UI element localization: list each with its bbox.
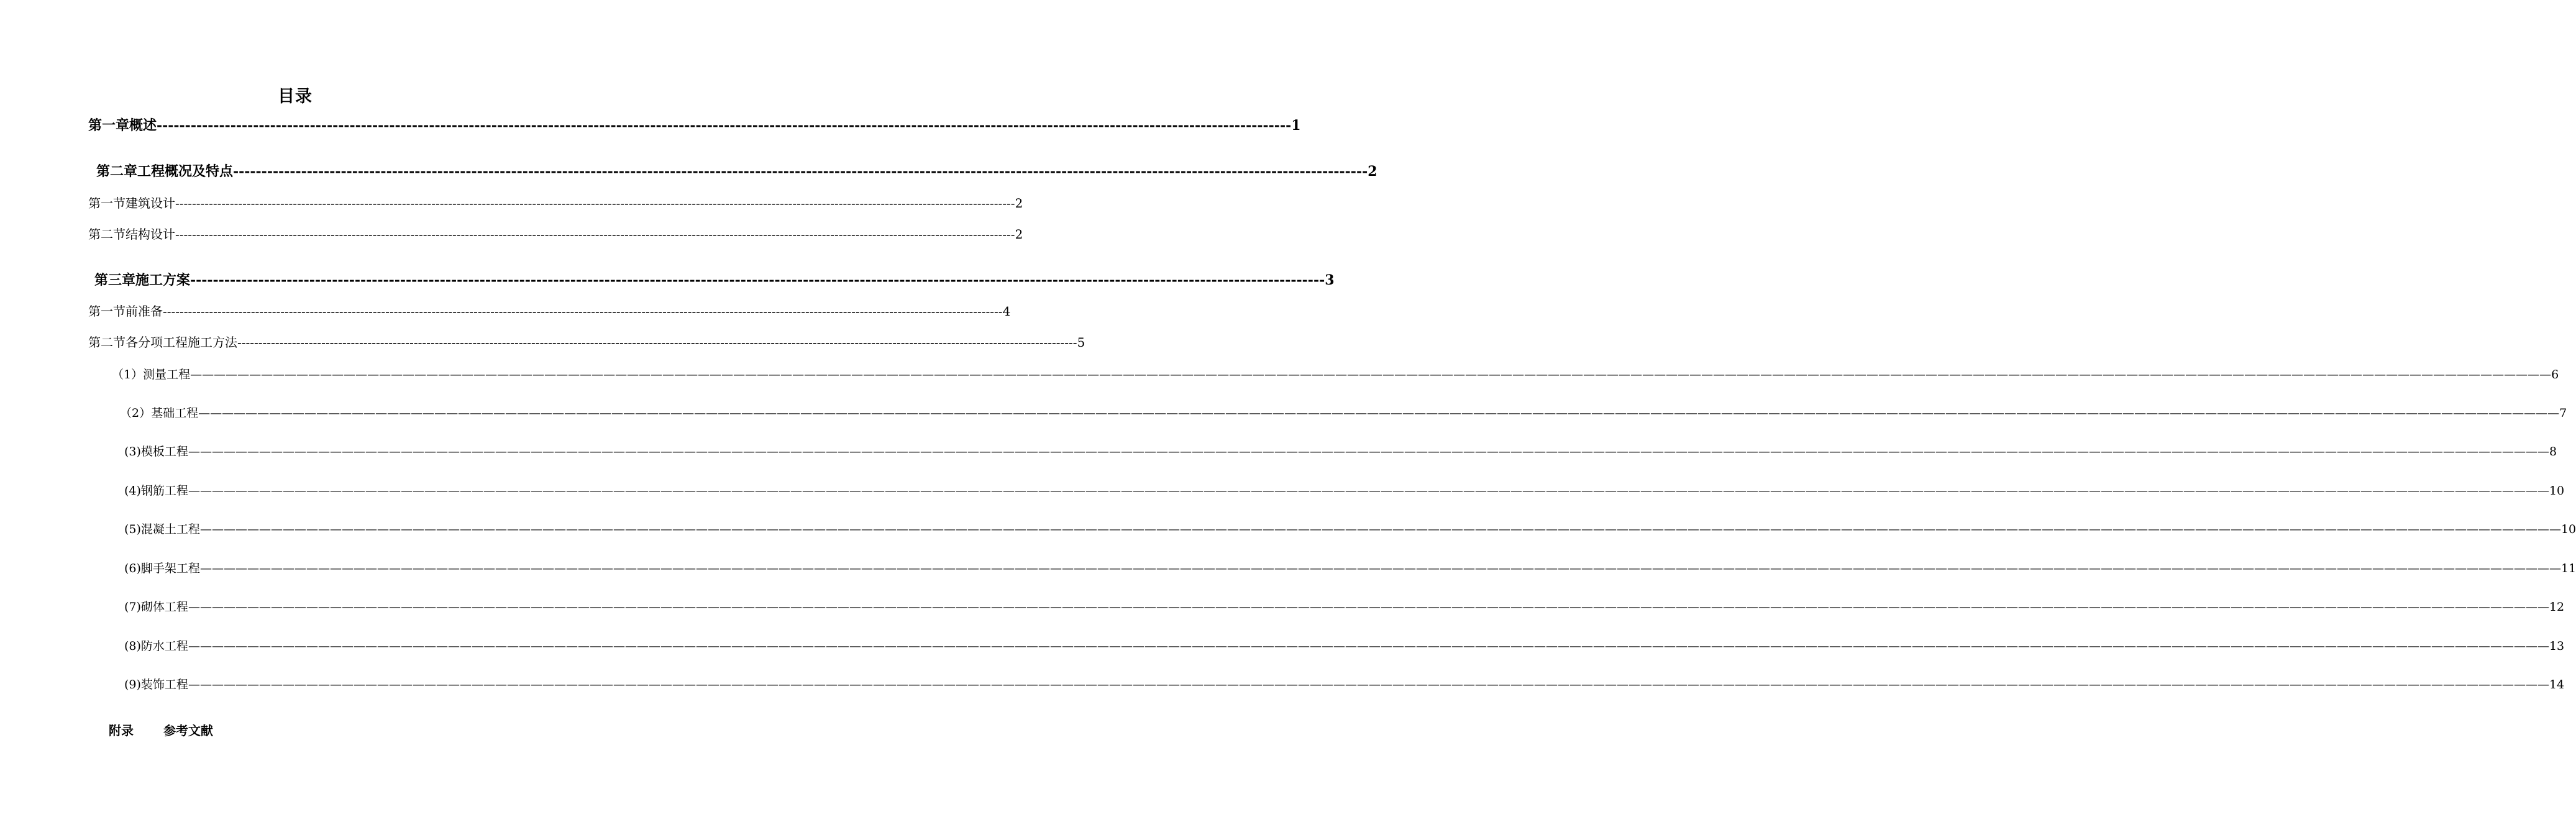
- page-number: 10: [2560, 522, 2576, 536]
- page-number: 12: [2549, 600, 2565, 614]
- dash-leader: ————————————————————————————————————————————————————————————————————————————————————————————————————————————————————————————————————————————————————————————————————————————————————————————————————————: [188, 600, 2549, 614]
- dash-leader: ————————————————————————————————————————————————————————————————————————————————————————————————————————————————————————————————————————————————————————————————————————————————————————————————————————: [190, 368, 2552, 381]
- dash-leader: ————————————————————————————————————————————————————————————————————————————————————————————————————————————————————————————————————————————————————————————————————————————————————————————————————————: [188, 678, 2549, 691]
- item-number: (9): [124, 678, 141, 691]
- chapter-label: 第三章: [94, 272, 136, 288]
- section-title: 建筑设计: [126, 196, 175, 211]
- dot-leader: --------------------------------------------------------------------------------------------------------------------------------------------------------------------------------------------------------: [190, 272, 1325, 288]
- page-number: 2: [1015, 196, 1023, 211]
- section-label: 第二节: [88, 335, 126, 350]
- page-number: 6: [2551, 368, 2559, 381]
- dash-leader: ————————————————————————————————————————————————————————————————————————————————————————————————————————————————————————————————————————————————————————————————————————————————————————————————————————: [198, 406, 2560, 420]
- section-label: 第一节: [88, 304, 126, 319]
- dot-leader: --------------------------------------------------------------------------------------------------------------------------------------------------------------------------------------------------------: [163, 304, 1003, 319]
- item-title: 防水工程: [140, 639, 188, 653]
- page-number: 2: [1368, 163, 1377, 180]
- toc-item-9[interactable]: [124, 675, 2565, 692]
- item-title: 模板工程: [140, 445, 188, 459]
- page-number: 3: [1325, 272, 1335, 288]
- chapter-label: 第一章: [88, 117, 130, 134]
- page-number: 1: [1291, 117, 1301, 134]
- dash-leader: ————————————————————————————————————————————————————————————————————————————————————————————————————————————————————————————————————————————————————————————————————————————————————————————————————————: [188, 639, 2549, 653]
- chapter-title: 工程概况及特点: [137, 163, 234, 180]
- chapter-title: 概述: [129, 117, 157, 134]
- chapter-title: 施工方案: [135, 272, 191, 288]
- item-number: (6): [124, 562, 141, 575]
- item-number: (4): [124, 484, 141, 498]
- toc-item-5[interactable]: [124, 520, 2576, 537]
- section-title: 各分项工程施工方法: [126, 335, 237, 350]
- page-number: 4: [1002, 304, 1011, 319]
- toc-chapter-2[interactable]: [96, 161, 1377, 180]
- dash-leader: ————————————————————————————————————————————————————————————————————————————————————————————————————————————————————————————————————————————————————————————————————————————————————————————————————————: [188, 484, 2549, 498]
- item-title: 基础工程: [151, 406, 199, 420]
- toc-item-2[interactable]: [120, 404, 2567, 421]
- item-number: (7): [124, 600, 141, 614]
- item-number: (3): [124, 445, 141, 459]
- dash-leader: ————————————————————————————————————————————————————————————————————————————————————————————————————————————————————————————————————————————————————————————————————————————————————————————————————————: [188, 445, 2549, 459]
- item-number: (5): [124, 522, 141, 536]
- page-number: 8: [2549, 445, 2557, 459]
- toc-item-8[interactable]: [124, 637, 2565, 654]
- item-title: 钢筋工程: [140, 484, 188, 498]
- toc-section-2-2[interactable]: [88, 224, 1023, 242]
- toc-item-6[interactable]: [124, 559, 2576, 576]
- dot-leader: --------------------------------------------------------------------------------------------------------------------------------------------------------------------------------------------------------: [237, 335, 1077, 350]
- page-number: 14: [2549, 678, 2565, 691]
- toc-section-2-1[interactable]: [88, 193, 1023, 211]
- dash-leader: ————————————————————————————————————————————————————————————————————————————————————————————————————————————————————————————————————————————————————————————————————————————————————————————————————————: [199, 562, 2561, 575]
- item-number: (8): [124, 639, 141, 653]
- page-number: 5: [1077, 335, 1085, 350]
- item-number: （1）: [112, 368, 144, 381]
- section-label: 第一节: [88, 196, 126, 211]
- chapter-label: 第二章: [96, 163, 138, 180]
- page-number: 10: [2549, 484, 2565, 498]
- dot-leader: --------------------------------------------------------------------------------------------------------------------------------------------------------------------------------------------------------: [175, 196, 1015, 211]
- appendix-label: 附录: [109, 723, 134, 738]
- section-title: 结构设计: [126, 227, 175, 242]
- toc-chapter-3[interactable]: [94, 270, 1335, 289]
- item-title: 砌体工程: [140, 600, 188, 614]
- toc-item-1[interactable]: [112, 365, 2559, 382]
- item-title: 混凝土工程: [140, 522, 200, 536]
- item-title: 测量工程: [143, 368, 191, 381]
- dot-leader: --------------------------------------------------------------------------------------------------------------------------------------------------------------------------------------------------------: [233, 163, 1368, 180]
- toc-title: 目录: [278, 87, 313, 106]
- toc-section-3-1[interactable]: [88, 301, 1011, 319]
- item-title: 脚手架工程: [140, 562, 200, 575]
- dash-leader: ————————————————————————————————————————————————————————————————————————————————————————————————————————————————————————————————————————————————————————————————————————————————————————————————————————: [199, 522, 2561, 536]
- toc-appendix[interactable]: [109, 721, 213, 739]
- section-label: 第二节: [88, 227, 126, 242]
- toc-item-7[interactable]: [124, 598, 2565, 614]
- section-title: 前准备: [126, 304, 163, 319]
- item-number: （2）: [120, 406, 152, 420]
- item-title: 装饰工程: [140, 678, 188, 691]
- dot-leader: --------------------------------------------------------------------------------------------------------------------------------------------------------------------------------------------------------: [157, 117, 1292, 134]
- toc-item-3[interactable]: [124, 442, 2557, 459]
- page-number: 13: [2549, 639, 2565, 653]
- page-number: 2: [1015, 227, 1023, 242]
- dot-leader: --------------------------------------------------------------------------------------------------------------------------------------------------------------------------------------------------------: [175, 227, 1015, 242]
- toc-chapter-1[interactable]: [88, 115, 1301, 134]
- toc-section-3-2[interactable]: [88, 332, 1085, 350]
- appendix-title: 参考文献: [163, 723, 213, 738]
- toc-item-4[interactable]: [124, 481, 2565, 498]
- page-number: 11: [2560, 562, 2576, 575]
- page-number: 7: [2559, 406, 2567, 420]
